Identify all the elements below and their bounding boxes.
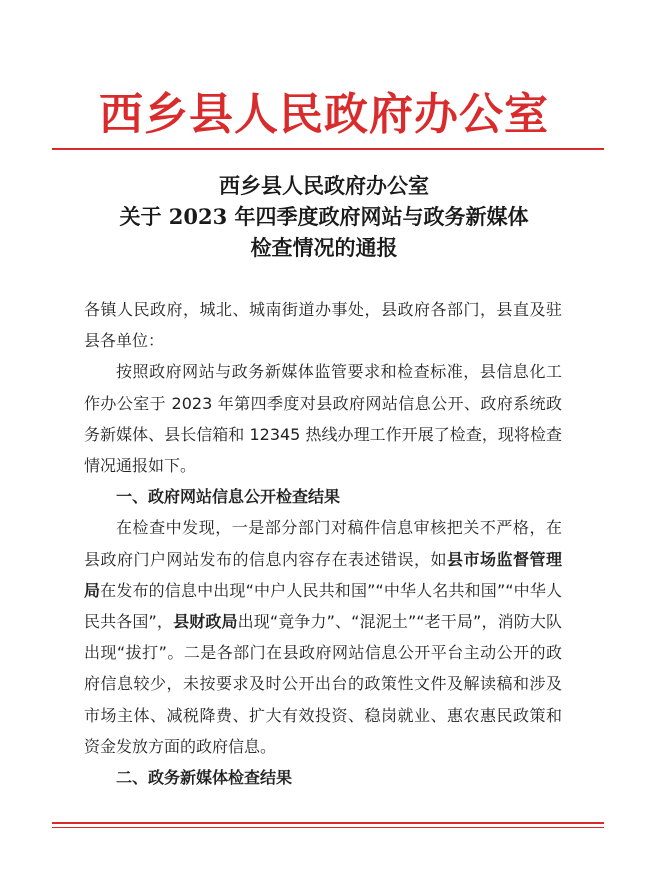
s1-bold-agency-1: 县市场监督管理局	[84, 549, 562, 600]
footer-red-rule-thin	[52, 827, 604, 828]
document-body	[84, 294, 562, 793]
title-line-2: 关于 2023 年四季度政府网站与政务新媒体	[119, 204, 529, 229]
intro-paragraph: 按照政府网站与政务新媒体监管要求和检查标准，县信息化工作办公室于 2023 年第四季度对县政府网站信息公开、政府系统政务新媒体、县长信箱和 12345 热线办理工作开展了检查，现将检查情况通报如下。	[84, 362, 562, 476]
s1-text-b: 在发布的信息中出现“中户人民共和国”“中华人名共和国”“中华人民共各国”，	[84, 580, 562, 632]
s1-text-a: 在检查中发现，一是部分部门对稿件信息审核把关不严格，在县政府门户网站发布的信息内容存在表述错误，如	[84, 518, 562, 569]
section-2-heading: 二、政务新媒体检查结果	[116, 768, 293, 788]
addressee: 各镇人民政府，城北、城南街道办事处，县政府各部门，县直及驻县各单位：	[84, 300, 562, 351]
title-line-3: 检查情况的通报	[250, 235, 398, 260]
s1-text-c: 出现“竟争力”、“混泥土”“老干局”，消防大队出现“拔打”。二是各部门在县政府网站信息公开平台主动公开的政府信息较少，未按要求及时公开出台的政策性文件及解读稿和涉及市场主体、减税降费、扩大有效投资、稳岗就业、惠农惠民政策和资金发放方面的政府信息。	[84, 612, 562, 756]
s1-bold-agency-2: 县财政局	[173, 612, 238, 632]
document-title	[0, 170, 648, 263]
section-1-paragraph	[84, 512, 562, 762]
section-1-heading: 一、政府网站信息公开检查结果	[116, 487, 341, 507]
footer-red-rule-thick	[52, 822, 604, 824]
masthead-red-rule	[52, 148, 604, 150]
masthead-title: 西乡县人民政府办公室	[99, 89, 549, 140]
title-line-1: 西乡县人民政府办公室	[219, 173, 429, 198]
